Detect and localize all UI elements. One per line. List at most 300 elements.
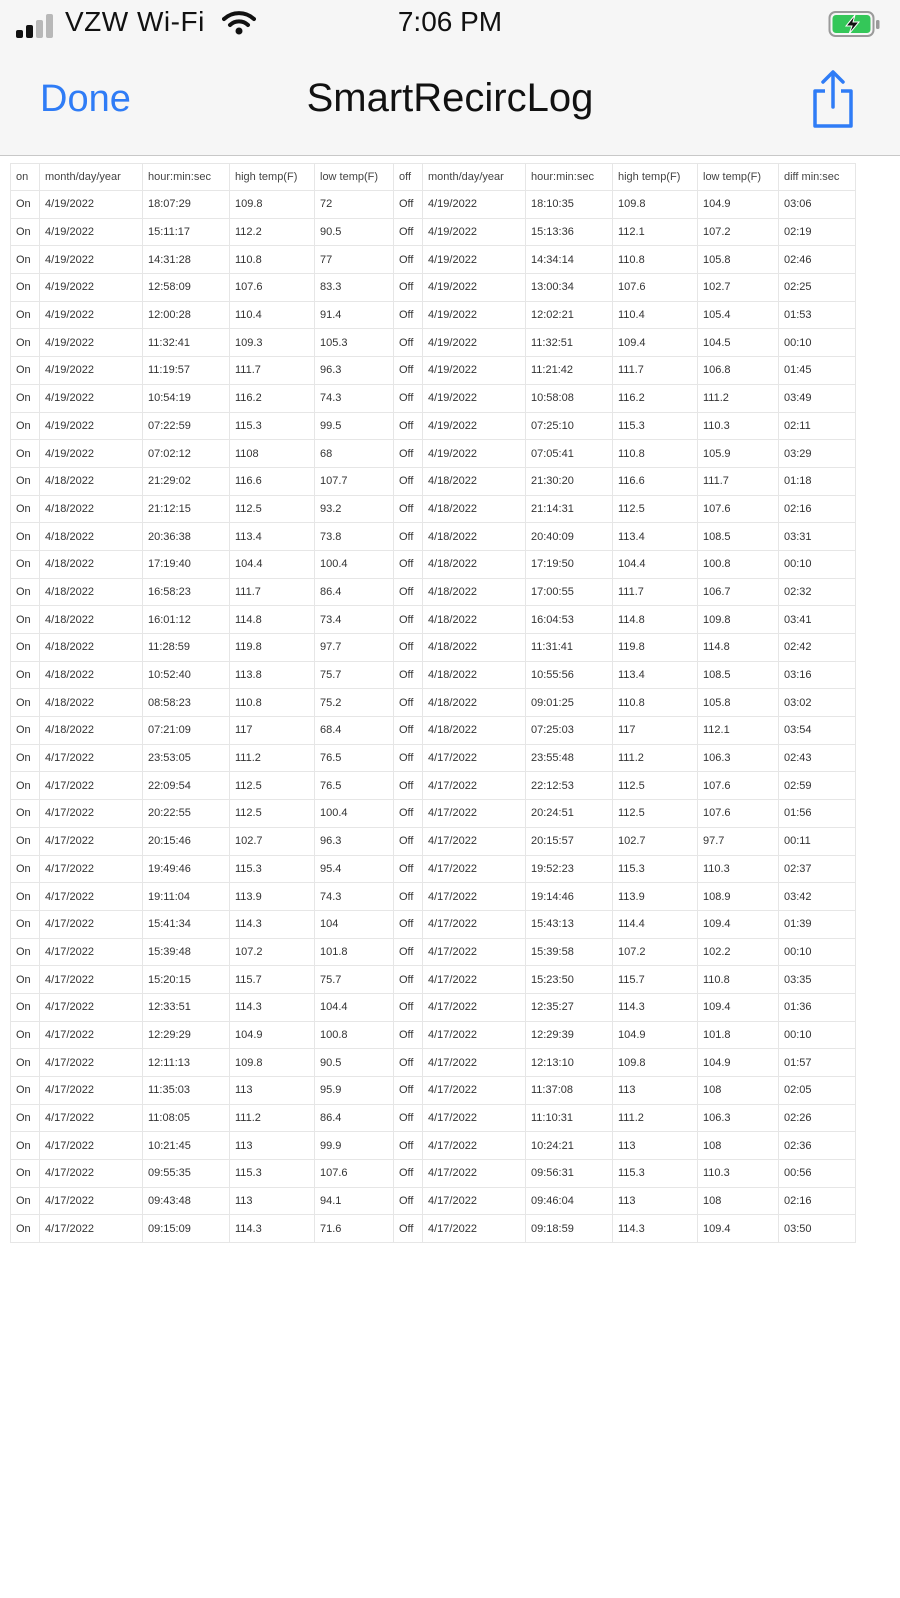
table-cell: 109.8 (613, 191, 698, 219)
table-cell: 10:54:19 (143, 384, 230, 412)
table-cell: On (11, 993, 40, 1021)
table-cell: 113.8 (230, 661, 315, 689)
table-cell: 112.2 (230, 218, 315, 246)
table-cell: Off (394, 384, 423, 412)
column-header: hour:min:sec (143, 164, 230, 191)
table-cell: 108.5 (698, 661, 779, 689)
table-cell: 09:18:59 (526, 1215, 613, 1243)
table-cell: 02:46 (779, 246, 856, 274)
table-cell: 104.9 (613, 1021, 698, 1049)
table-cell: 117 (230, 717, 315, 745)
table-cell: 4/18/2022 (423, 634, 526, 662)
table-cell: 109.4 (698, 993, 779, 1021)
table-cell: 4/19/2022 (40, 246, 143, 274)
table-cell: 18:10:35 (526, 191, 613, 219)
table-cell: On (11, 883, 40, 911)
table-cell: On (11, 191, 40, 219)
table-cell: 74.3 (315, 883, 394, 911)
table-cell: 109.8 (230, 191, 315, 219)
table-cell: 107.2 (613, 938, 698, 966)
table-cell: Off (394, 412, 423, 440)
table-cell: 114.8 (698, 634, 779, 662)
table-cell: On (11, 467, 40, 495)
table-cell: 106.3 (698, 1104, 779, 1132)
table-cell: On (11, 218, 40, 246)
table-cell: 4/17/2022 (423, 883, 526, 911)
table-cell: 97.7 (698, 827, 779, 855)
table-cell: 108 (698, 1077, 779, 1105)
table-cell: 4/17/2022 (40, 744, 143, 772)
table-cell: 111.2 (613, 744, 698, 772)
table-cell: 111.2 (230, 1104, 315, 1132)
table-cell: 21:14:31 (526, 495, 613, 523)
table-cell: 17:19:40 (143, 550, 230, 578)
table-cell: 95.9 (315, 1077, 394, 1105)
table-cell: 12:02:21 (526, 301, 613, 329)
table-cell: 4/18/2022 (423, 550, 526, 578)
table-cell: 07:05:41 (526, 440, 613, 468)
table-cell: 114.3 (230, 1215, 315, 1243)
table-cell: 106.7 (698, 578, 779, 606)
table-cell: 4/17/2022 (423, 827, 526, 855)
table-cell: 112.5 (613, 772, 698, 800)
table-cell: 109.8 (613, 1049, 698, 1077)
table-cell: 4/18/2022 (40, 717, 143, 745)
table-cell: 23:53:05 (143, 744, 230, 772)
table-cell: 74.3 (315, 384, 394, 412)
table-cell: 4/19/2022 (40, 412, 143, 440)
table-cell: 11:37:08 (526, 1077, 613, 1105)
table-cell: 4/19/2022 (40, 384, 143, 412)
table-row (11, 772, 856, 800)
table-cell: 114.3 (230, 910, 315, 938)
table-cell: 68.4 (315, 717, 394, 745)
table-cell: 00:10 (779, 329, 856, 357)
column-header: on (11, 164, 40, 191)
table-cell: 03:41 (779, 606, 856, 634)
table-cell: 115.7 (230, 966, 315, 994)
table-cell: 4/17/2022 (40, 1187, 143, 1215)
table-cell: 12:00:28 (143, 301, 230, 329)
table-row (11, 301, 856, 329)
table-cell: Off (394, 606, 423, 634)
table-cell: 12:13:10 (526, 1049, 613, 1077)
table-cell: 107.6 (698, 800, 779, 828)
table-cell: 108.9 (698, 883, 779, 911)
table-cell: 109.8 (698, 606, 779, 634)
table-cell: Off (394, 1187, 423, 1215)
table-cell: 95.4 (315, 855, 394, 883)
table-cell: 01:56 (779, 800, 856, 828)
table-cell: 09:56:31 (526, 1160, 613, 1188)
table-cell: 76.5 (315, 772, 394, 800)
table-row (11, 550, 856, 578)
table-cell: 108 (698, 1132, 779, 1160)
table-cell: 72 (315, 191, 394, 219)
table-cell: 97.7 (315, 634, 394, 662)
table-cell: Off (394, 1104, 423, 1132)
table-cell: On (11, 606, 40, 634)
table-cell: 21:12:15 (143, 495, 230, 523)
table-cell: 111.7 (230, 578, 315, 606)
table-cell: 10:24:21 (526, 1132, 613, 1160)
table-cell: Off (394, 301, 423, 329)
table-cell: 02:42 (779, 634, 856, 662)
table-cell: 104.5 (698, 329, 779, 357)
table-cell: 4/19/2022 (40, 274, 143, 302)
table-cell: 107.7 (315, 467, 394, 495)
table-cell: 109.4 (698, 910, 779, 938)
table-cell: 4/17/2022 (40, 772, 143, 800)
table-cell: 111.7 (613, 578, 698, 606)
table-cell: On (11, 717, 40, 745)
table-cell: 104.9 (698, 191, 779, 219)
table-row (11, 1104, 856, 1132)
table-cell: 12:11:13 (143, 1049, 230, 1077)
table-cell: 4/17/2022 (40, 1160, 143, 1188)
table-cell: On (11, 855, 40, 883)
table-cell: 115.3 (613, 412, 698, 440)
table-cell: 115.3 (230, 1160, 315, 1188)
table-cell: 116.2 (230, 384, 315, 412)
table-cell: 110.8 (230, 689, 315, 717)
carrier-label: VZW Wi-Fi (65, 6, 205, 37)
table-cell: 109.3 (230, 329, 315, 357)
table-cell: 10:21:45 (143, 1132, 230, 1160)
table-cell: 4/17/2022 (423, 1215, 526, 1243)
table-cell: 22:09:54 (143, 772, 230, 800)
table-cell: On (11, 1160, 40, 1188)
table-cell: 20:22:55 (143, 800, 230, 828)
battery-charging-icon (828, 10, 884, 45)
table-cell: On (11, 550, 40, 578)
column-header: month/day/year (423, 164, 526, 191)
table-cell: Off (394, 910, 423, 938)
table-cell: 4/17/2022 (423, 772, 526, 800)
table-row (11, 827, 856, 855)
table-cell: Off (394, 661, 423, 689)
table-cell: 111.7 (613, 357, 698, 385)
table-cell: Off (394, 274, 423, 302)
table-row (11, 218, 856, 246)
table-cell: 4/19/2022 (423, 357, 526, 385)
table-cell: 02:05 (779, 1077, 856, 1105)
table-row (11, 578, 856, 606)
table-row (11, 246, 856, 274)
table-cell: 03:02 (779, 689, 856, 717)
table-cell: 02:59 (779, 772, 856, 800)
table-cell: 4/18/2022 (40, 523, 143, 551)
table-cell: 16:01:12 (143, 606, 230, 634)
table-row (11, 1021, 856, 1049)
table-cell: Off (394, 523, 423, 551)
table-cell: 16:58:23 (143, 578, 230, 606)
table-row (11, 191, 856, 219)
table-cell: 102.7 (698, 274, 779, 302)
table-cell: 116.6 (613, 467, 698, 495)
table-cell: 19:11:04 (143, 883, 230, 911)
table-cell: On (11, 1132, 40, 1160)
table-cell: 4/18/2022 (40, 661, 143, 689)
table-cell: 4/18/2022 (40, 550, 143, 578)
table-cell: 00:10 (779, 1021, 856, 1049)
table-cell: 4/18/2022 (40, 634, 143, 662)
table-cell: 01:57 (779, 1049, 856, 1077)
table-cell: 99.9 (315, 1132, 394, 1160)
table-cell: 112.5 (613, 495, 698, 523)
table-cell: 112.5 (230, 772, 315, 800)
table-cell: 20:24:51 (526, 800, 613, 828)
table-cell: 22:12:53 (526, 772, 613, 800)
table-cell: 4/17/2022 (423, 910, 526, 938)
table-cell: 107.6 (315, 1160, 394, 1188)
table-cell: 110.3 (698, 412, 779, 440)
table-cell: Off (394, 440, 423, 468)
table-cell: 4/18/2022 (423, 689, 526, 717)
table-cell: 112.5 (230, 495, 315, 523)
table-cell: 03:42 (779, 883, 856, 911)
table-cell: 105.4 (698, 301, 779, 329)
table-cell: 15:23:50 (526, 966, 613, 994)
table-cell: 112.5 (230, 800, 315, 828)
table-cell: 115.3 (230, 412, 315, 440)
table-cell: 17:19:50 (526, 550, 613, 578)
table-cell: 86.4 (315, 578, 394, 606)
table-cell: On (11, 966, 40, 994)
table-cell: 03:06 (779, 191, 856, 219)
table-header-row (11, 164, 856, 191)
table-cell: 4/17/2022 (423, 1049, 526, 1077)
table-cell: 11:32:51 (526, 329, 613, 357)
column-header: low temp(F) (315, 164, 394, 191)
table-cell: Off (394, 800, 423, 828)
table-row (11, 800, 856, 828)
table-cell: 10:52:40 (143, 661, 230, 689)
table-cell: Off (394, 772, 423, 800)
table-row (11, 440, 856, 468)
table-cell: 113.4 (230, 523, 315, 551)
table-cell: 112.1 (698, 717, 779, 745)
table-cell: 00:10 (779, 938, 856, 966)
table-cell: 19:49:46 (143, 855, 230, 883)
table-cell: 02:16 (779, 495, 856, 523)
table-row (11, 717, 856, 745)
table-cell: 4/18/2022 (423, 578, 526, 606)
table-cell: Off (394, 993, 423, 1021)
table-row (11, 883, 856, 911)
table-cell: 113 (613, 1077, 698, 1105)
table-cell: 76.5 (315, 744, 394, 772)
table-cell: On (11, 578, 40, 606)
table-cell: 119.8 (230, 634, 315, 662)
table-cell: 113 (613, 1187, 698, 1215)
table-cell: On (11, 634, 40, 662)
table-cell: Off (394, 495, 423, 523)
table-cell: 113.9 (230, 883, 315, 911)
table-cell: On (11, 523, 40, 551)
table-cell: 11:08:05 (143, 1104, 230, 1132)
table-row (11, 938, 856, 966)
table-cell: 1108 (230, 440, 315, 468)
table-cell: 03:35 (779, 966, 856, 994)
table-cell: 109.4 (698, 1215, 779, 1243)
table-cell: 4/17/2022 (40, 910, 143, 938)
table-cell: 73.4 (315, 606, 394, 634)
table-cell: 4/18/2022 (423, 467, 526, 495)
table-cell: Off (394, 855, 423, 883)
table-cell: 86.4 (315, 1104, 394, 1132)
table-cell: 104.9 (230, 1021, 315, 1049)
table-cell: 16:04:53 (526, 606, 613, 634)
table-cell: On (11, 1021, 40, 1049)
table-cell: 09:43:48 (143, 1187, 230, 1215)
table-cell: 20:15:46 (143, 827, 230, 855)
table-cell: Off (394, 1132, 423, 1160)
table-cell: 4/17/2022 (40, 993, 143, 1021)
table-cell: 4/18/2022 (40, 495, 143, 523)
table-cell: 110.8 (230, 246, 315, 274)
table-cell: 102.2 (698, 938, 779, 966)
table-cell: 4/19/2022 (423, 191, 526, 219)
table-cell: 4/19/2022 (40, 440, 143, 468)
table-cell: 107.6 (613, 274, 698, 302)
table-cell: 08:58:23 (143, 689, 230, 717)
table-cell: 19:52:23 (526, 855, 613, 883)
done-button[interactable]: Done (40, 78, 131, 120)
table-cell: On (11, 412, 40, 440)
table-cell: 4/19/2022 (423, 274, 526, 302)
table-cell: 00:56 (779, 1160, 856, 1188)
table-cell: On (11, 1187, 40, 1215)
table-cell: 114.3 (613, 993, 698, 1021)
table-cell: 113 (230, 1132, 315, 1160)
table-cell: 114.3 (230, 993, 315, 1021)
table-cell: 93.2 (315, 495, 394, 523)
table-cell: 77 (315, 246, 394, 274)
table-cell: Off (394, 246, 423, 274)
table-cell: Off (394, 218, 423, 246)
table-cell: 115.7 (613, 966, 698, 994)
table-cell: On (11, 357, 40, 385)
table-cell: 4/17/2022 (423, 1132, 526, 1160)
table-cell: 4/17/2022 (423, 1160, 526, 1188)
table-cell: 115.3 (613, 855, 698, 883)
table-cell: 11:32:41 (143, 329, 230, 357)
table-cell: 10:58:08 (526, 384, 613, 412)
table-cell: 03:29 (779, 440, 856, 468)
table-cell: 107.2 (698, 218, 779, 246)
table-cell: 15:13:36 (526, 218, 613, 246)
table-cell: 4/18/2022 (40, 606, 143, 634)
table-cell: 4/17/2022 (40, 800, 143, 828)
table-cell: 105.8 (698, 689, 779, 717)
table-cell: 106.3 (698, 744, 779, 772)
table-cell: On (11, 938, 40, 966)
table-cell: 15:41:34 (143, 910, 230, 938)
log-table-container[interactable] (10, 163, 856, 1243)
table-cell: Off (394, 550, 423, 578)
top-bar (0, 0, 900, 156)
table-cell: Off (394, 329, 423, 357)
table-cell: 75.7 (315, 661, 394, 689)
table-cell: 75.7 (315, 966, 394, 994)
table-cell: 4/17/2022 (423, 800, 526, 828)
table-cell: 4/17/2022 (40, 1021, 143, 1049)
table-cell: 17:00:55 (526, 578, 613, 606)
table-cell: 4/19/2022 (423, 301, 526, 329)
table-cell: 02:26 (779, 1104, 856, 1132)
table-cell: 4/17/2022 (423, 938, 526, 966)
column-header: off (394, 164, 423, 191)
table-row (11, 329, 856, 357)
table-cell: 4/17/2022 (40, 938, 143, 966)
table-cell: On (11, 1077, 40, 1105)
table-cell: 14:34:14 (526, 246, 613, 274)
table-cell: 03:50 (779, 1215, 856, 1243)
table-cell: 100.8 (315, 1021, 394, 1049)
table-cell: 4/17/2022 (40, 966, 143, 994)
table-cell: 91.4 (315, 301, 394, 329)
table-cell: 96.3 (315, 827, 394, 855)
table-cell: 01:39 (779, 910, 856, 938)
table-cell: 14:31:28 (143, 246, 230, 274)
share-icon[interactable] (808, 68, 858, 135)
table-cell: 01:18 (779, 467, 856, 495)
table-cell: 12:29:39 (526, 1021, 613, 1049)
table-cell: 110.3 (698, 855, 779, 883)
table-cell: 4/17/2022 (423, 1021, 526, 1049)
table-cell: 99.5 (315, 412, 394, 440)
table-cell: 119.8 (613, 634, 698, 662)
table-cell: On (11, 827, 40, 855)
table-cell: 10:55:56 (526, 661, 613, 689)
table-cell: 110.8 (613, 246, 698, 274)
table-cell: 18:07:29 (143, 191, 230, 219)
table-cell: 4/19/2022 (40, 218, 143, 246)
table-cell: 105.8 (698, 246, 779, 274)
table-cell: Off (394, 827, 423, 855)
table-cell: 09:55:35 (143, 1160, 230, 1188)
table-cell: 11:35:03 (143, 1077, 230, 1105)
table-cell: 114.8 (230, 606, 315, 634)
table-cell: On (11, 495, 40, 523)
table-cell: 4/17/2022 (423, 744, 526, 772)
table-cell: 4/18/2022 (40, 578, 143, 606)
table-cell: 15:11:17 (143, 218, 230, 246)
table-cell: On (11, 301, 40, 329)
table-cell: 4/19/2022 (423, 246, 526, 274)
table-cell: 71.6 (315, 1215, 394, 1243)
table-cell: On (11, 772, 40, 800)
table-cell: 4/18/2022 (40, 467, 143, 495)
table-cell: Off (394, 1215, 423, 1243)
table-cell: 106.8 (698, 357, 779, 385)
table-cell: 102.7 (613, 827, 698, 855)
table-cell: On (11, 744, 40, 772)
table-cell: 12:58:09 (143, 274, 230, 302)
table-cell: 111.2 (613, 1104, 698, 1132)
table-row (11, 1160, 856, 1188)
table-cell: 11:21:42 (526, 357, 613, 385)
table-cell: Off (394, 938, 423, 966)
table-cell: 20:36:38 (143, 523, 230, 551)
table-cell: Off (394, 689, 423, 717)
table-row (11, 1215, 856, 1243)
table-cell: 90.5 (315, 218, 394, 246)
table-cell: Off (394, 578, 423, 606)
table-row (11, 689, 856, 717)
column-header: high temp(F) (613, 164, 698, 191)
